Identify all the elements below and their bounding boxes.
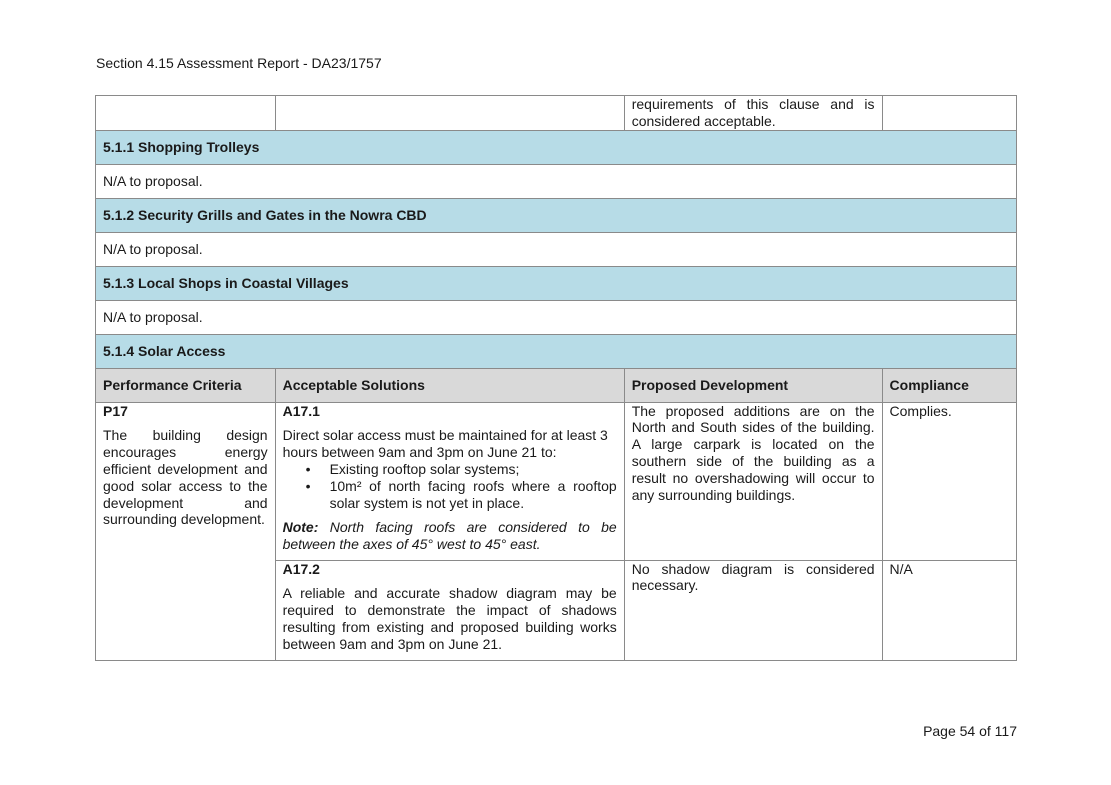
continuation-text: requirements of this clause and is considered acceptable.	[624, 96, 882, 131]
column-header: Acceptable Solutions	[275, 368, 624, 402]
column-header: Proposed Development	[624, 368, 882, 402]
section-body-row	[96, 232, 1017, 266]
criteria-code: P17	[103, 402, 128, 419]
document-header: Section 4.15 Assessment Report - DA23/1757	[96, 55, 382, 71]
proposed-development-cell: The proposed additions are on the North and South sides of the building. A large carpark is located on the southern side of the building as a result no overshadowing will occur to any surrounding buildings.	[624, 402, 882, 560]
section-heading: 5.1.1 Shopping Trolleys	[96, 130, 1017, 164]
section-body: N/A to proposal.	[96, 300, 1017, 334]
compliance-cell: Complies.	[882, 402, 1016, 560]
empty-cell	[882, 96, 1016, 131]
assessment-table	[95, 95, 1017, 661]
section-heading-row	[96, 334, 1017, 368]
solution-code: A17.1	[282, 402, 320, 419]
list-item: • Existing rooftop solar systems;	[330, 461, 617, 478]
solution-list	[283, 461, 617, 511]
page-number: Page 54 of 117	[923, 723, 1017, 739]
solution-note	[283, 519, 617, 553]
proposed-development-cell: No shadow diagram is considered necessary.	[624, 560, 882, 660]
empty-cell	[96, 96, 276, 131]
solution-intro: A reliable and accurate shadow diagram may be required to demonstrate the impact of shadows resulting from existing and proposed building works between 9am and 3pm on June 21.	[282, 585, 617, 652]
acceptable-solution-cell	[275, 560, 624, 660]
section-heading: 5.1.2 Security Grills and Gates in the Nowra CBD	[96, 198, 1017, 232]
compliance-cell: N/A	[882, 560, 1016, 660]
section-body: N/A to proposal.	[96, 232, 1017, 266]
list-item: • 10m² of north facing roofs where a rooftop solar system is not yet in place.	[330, 478, 617, 512]
table-row	[96, 402, 1017, 560]
criteria-text: The building design encourages energy efficient development and good solar access to the development and surrounding development.	[103, 427, 268, 528]
section-heading-row	[96, 266, 1017, 300]
performance-criteria-cell	[96, 402, 276, 660]
section-body-row	[96, 164, 1017, 198]
solution-code: A17.2	[282, 560, 320, 577]
empty-cell	[275, 96, 624, 131]
section-body-row	[96, 300, 1017, 334]
column-header: Performance Criteria	[96, 368, 276, 402]
continuation-row	[96, 96, 1017, 131]
section-heading: 5.1.3 Local Shops in Coastal Villages	[96, 266, 1017, 300]
column-header: Compliance	[882, 368, 1016, 402]
note-label: Note:	[282, 519, 319, 536]
section-heading: 5.1.4 Solar Access	[96, 334, 1017, 368]
column-header-row	[96, 368, 1017, 402]
solution-intro: Direct solar access must be maintained for at least 3 hours between 9am and 3pm on June 21 to:	[282, 427, 608, 461]
section-heading-row	[96, 130, 1017, 164]
section-body: N/A to proposal.	[96, 164, 1017, 198]
acceptable-solution-cell	[275, 402, 624, 560]
note-text: North facing roofs are considered to be between the axes of 45° west to 45° east.	[282, 519, 617, 553]
section-heading-row	[96, 198, 1017, 232]
